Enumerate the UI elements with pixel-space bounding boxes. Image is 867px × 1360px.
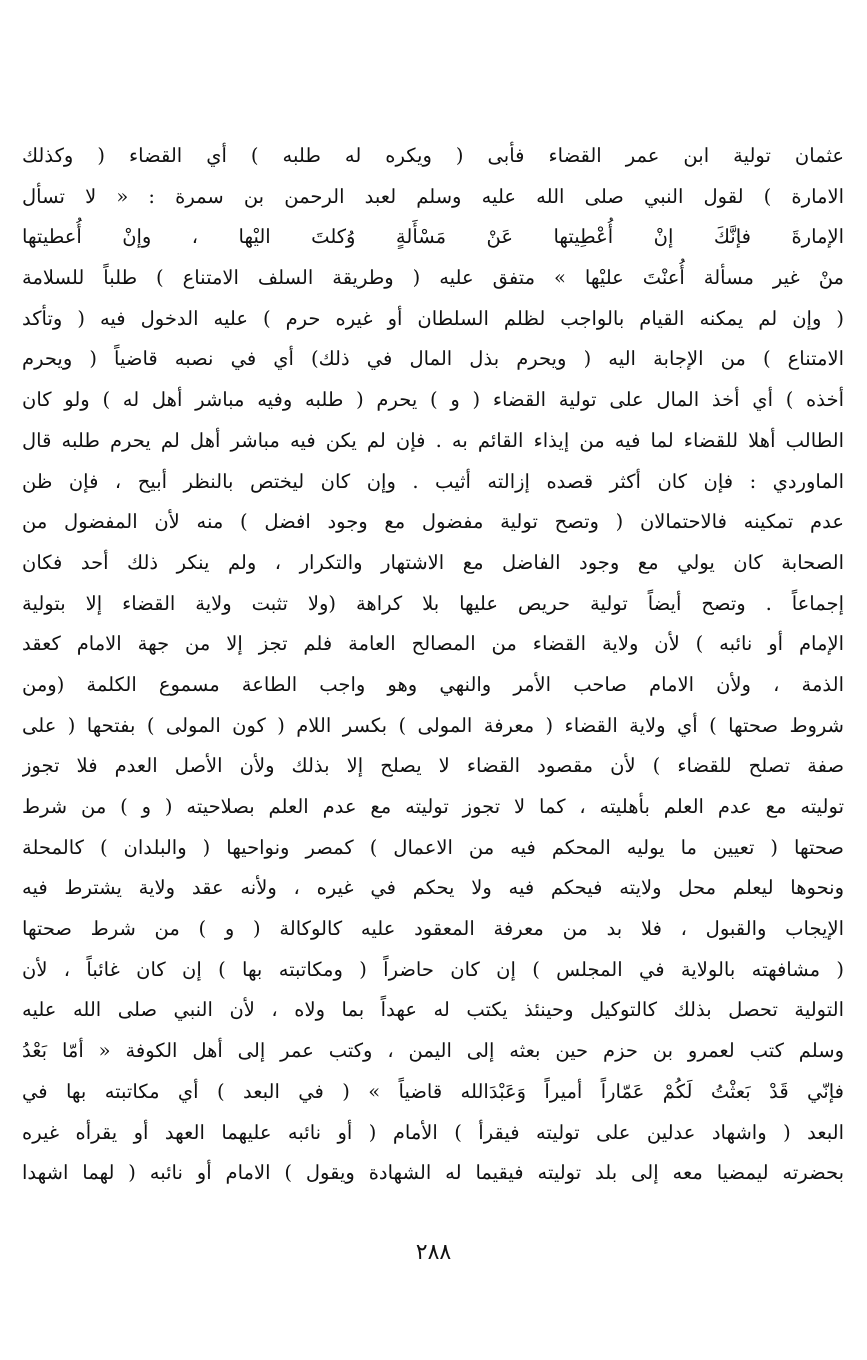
text-line: عدم تمكينه فالاحتمالان ( وتصح تولية مفضول مع وجود افضل ) منه لأن المفضول من	[22, 510, 844, 534]
text-line: الامارة ) لقول النبي صلى الله عليه وسلم لعبد الرحمن بن سمرة : « لا تسأل	[22, 184, 844, 208]
text-line: بحضرته ليمضيا معه إلى بلد توليته فيقيما له الشهادة ويقول ) الامام أو نائبه ( لهما اشهدا	[22, 1161, 844, 1185]
text-line: فإنّي قَدْ بَعثْتُ لَكُمْ عَمّاراً أميراً وَعَبْدَالله قاضياً » ( في البعد ) أي مكاتبته بها في	[22, 1079, 844, 1103]
text-line: أخذه ) أي أخذ المال على تولية القضاء ( و ) يحرم ( طلبه وفيه مباشر أهل له ) ولو كان	[22, 388, 844, 412]
text-line: الطالب أهلا للقضاء لما فيه من إيذاء القائم به . فإن لم يكن فيه مباشر أهل لم يحرم طلبه قال	[22, 428, 844, 452]
text-line: توليته مع عدم العلم بأهليته ، كما لا تجوز توليته مع عدم العلم بصلاحيته ( و ) من شرط	[22, 795, 844, 818]
text-line: التولية تحصل بذلك كالتوكيل وحينئذ يكتب له عهداً بما ولاه ، لأن النبي صلى الله عليه	[22, 998, 844, 1022]
text-line: البعد ( واشهاد عدلين على توليته فيقرأ ) الأمام ( أو نائبه عليهما العهد أو يقرأه غيره	[22, 1120, 844, 1144]
text-line: ( مشافهته بالولاية في المجلس ) إن كان حاضراً ( ومكاتبته بها ) إن كان غائباً ، لأن	[22, 957, 844, 981]
text-line: الإيجاب والقبول ، فلا بد من معرفة المعقود عليه كالوكالة ( و ) من شرط صحتها	[22, 917, 844, 941]
text-line: وسلم كتب لعمرو بن حزم حين بعثه إلى اليمن ، وكتب عمر إلى أهل الكوفة « أمّا بَعْدُ	[22, 1039, 844, 1063]
text-line: صفة تصلح للقضاء ) لأن مقصود القضاء لا يصلح إلا بذلك ولأن الأصل العدم فلا تجوز	[22, 754, 844, 778]
text-line: إجماعاً . وتصح أيضاً تولية حريص عليها بلا كراهة (ولا تثبت ولاية القضاء إلا بتولية	[22, 591, 844, 615]
text-line: الماوردي : فإن كان أكثر قصده إزالته أثيب . وإن كان ليختص بالنظر أبيح ، فإن ظن	[22, 469, 844, 493]
page-number: ٢٨٨	[415, 1240, 452, 1265]
body-text	[22, 136, 844, 1194]
text-line: عثمان تولية ابن عمر القضاء فأبى ( ويكره له طلبه ) أي القضاء ( وكذلك	[22, 144, 844, 167]
text-line: الصحابة كان يولي مع وجود الفاضل مع الاشتهار والتكرار ، ولم ينكر ذلك أحد فكان	[22, 550, 844, 574]
text-line: صحتها ( تعيين ما يوليه المحكم فيه من الاعمال ) كمصر ونواحيها ( والبلدان ) كالمحلة	[22, 835, 844, 859]
text-line: ونحوها ليعلم محل ولايته فيحكم فيه ولا يحكم في غيره ، ولأنه عقد ولاية يشترط فيه	[22, 876, 844, 900]
text-line: الامتناع ) من الإجابة اليه ( ويحرم بذل المال في ذلك) أي في نصبه قاضياً ( ويحرم	[22, 347, 844, 371]
text-line: شروط صحتها ) أي ولاية القضاء ( معرفة المولى ) بكسر اللام ( كون المولى ) بفتحها ( على	[22, 713, 844, 737]
text-line: الإمام أو نائبه ) لأن ولاية القضاء من المصالح العامة فلم تجز إلا من جهة الامام كعقد	[22, 632, 844, 656]
text-line: الذمة ، ولأن الامام صاحب الأمر والنهي وهو واجب الطاعة مسموع الكلمة (ومن	[22, 672, 844, 696]
text-line: منْ غير مسألة أُعنْتَ عليْها » متفق عليه ( وطريقة السلف الامتناع ) طلباً للسلامة	[22, 266, 844, 290]
text-line: ( وإن لم يمكنه القيام بالواجب لظلم السلطان أو غيره حرم ) عليه الدخول فيه ( وتأكد	[22, 306, 844, 330]
text-line: الإمارةَ فإنَّكَ إنْ أُعْطِيتها عَنْ مَسْأَلةٍ وُكلتَ اليْها ، وإنْ أُعطيتها	[22, 225, 844, 249]
